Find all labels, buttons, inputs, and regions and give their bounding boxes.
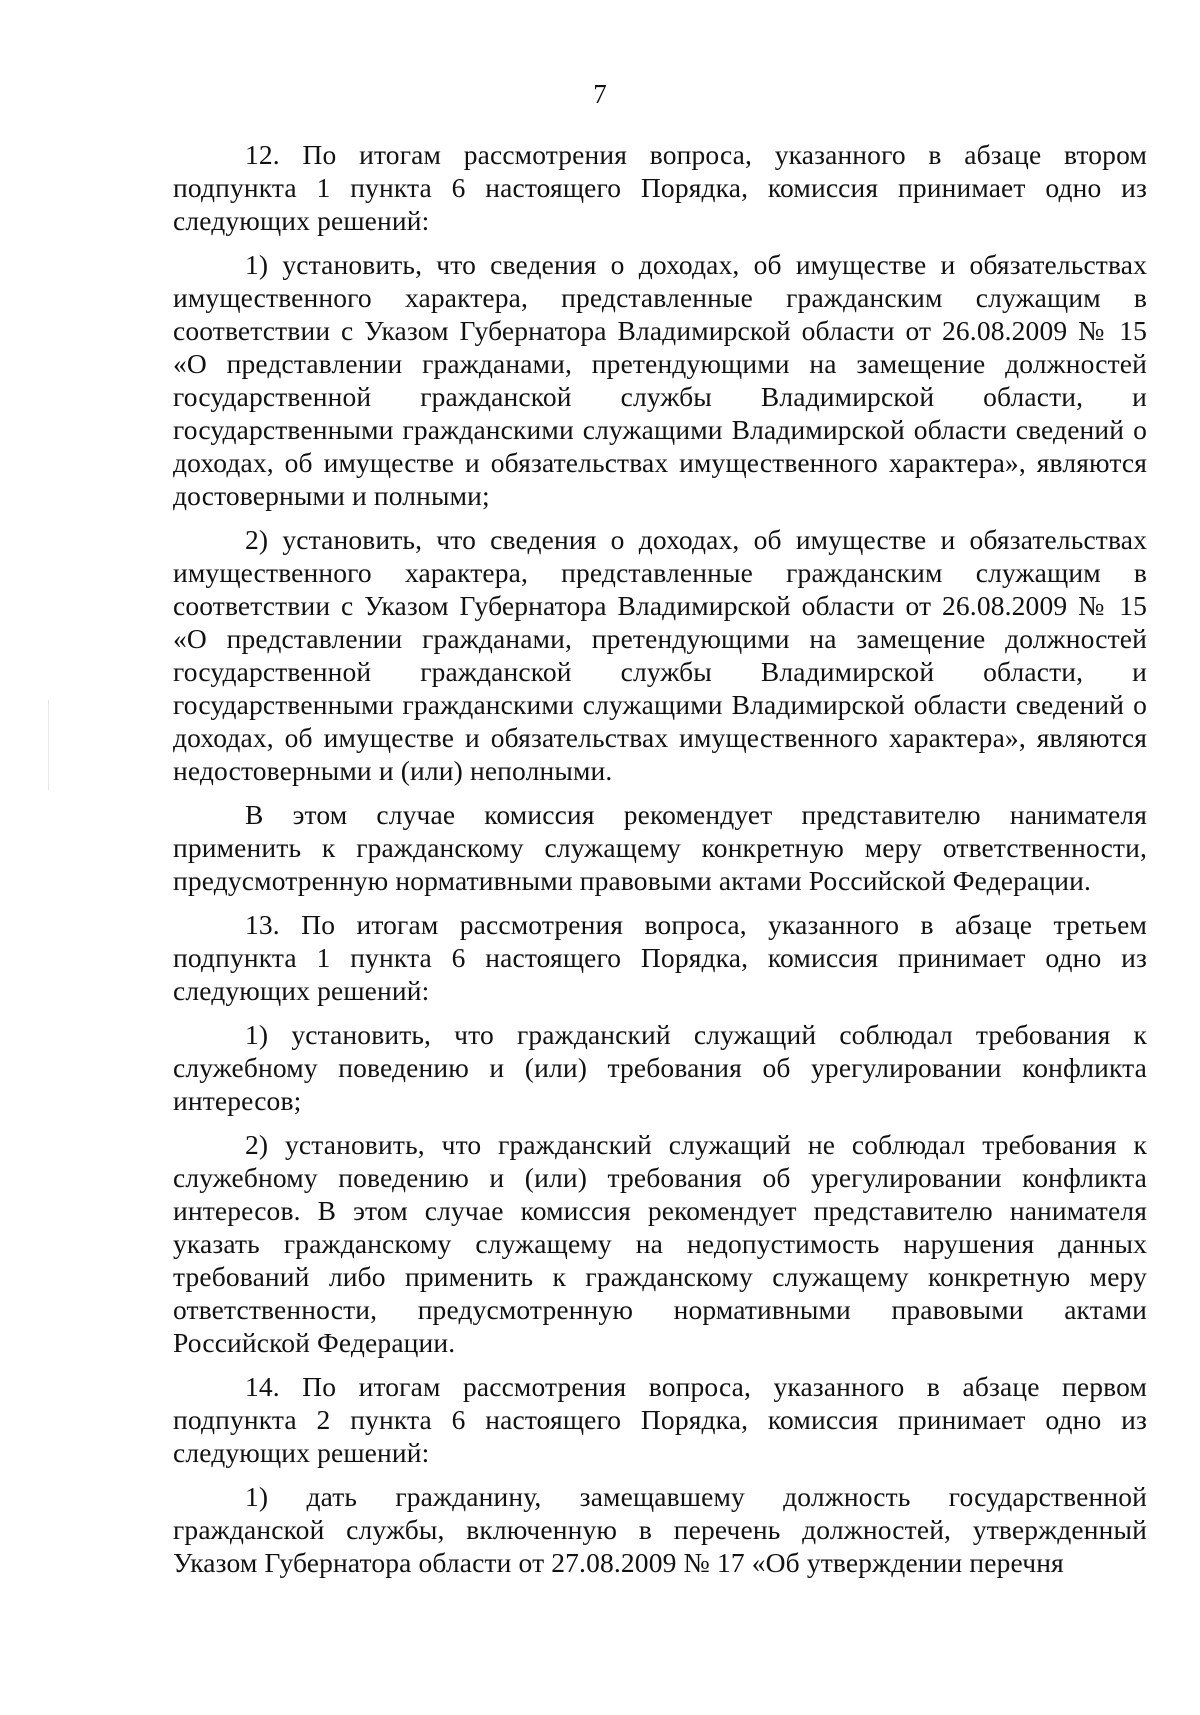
paragraph-14: 14. По итогам рассмотрения вопроса, указанного в абзаце первом подпункта 2 пункта 6 настоящего Порядка, комиссия принимает одно из следующих решений: [173, 1371, 1147, 1468]
paragraph-12-item-1: 1) установить, что сведения о доходах, об имуществе и обязательствах имущественного характера, представленные гражданским служащим в соответствии с Указом Губернатора Владимирской области от 26.08.2009 № 15 «О представлении гражданами, претендующими на замещение должностей государственной гражданской службы Владимирской области, и государственными гражданскими служащими Владимирской области сведений о доходах, об имуществе и обязательствах имущественного характера», являются достоверными и полными; [173, 249, 1147, 511]
paragraph-13: 13. По итогам рассмотрения вопроса, указанного в абзаце третьем подпункта 1 пункта 6 настоящего Порядка, комиссия принимает одно из следующих решений: [173, 909, 1147, 1006]
paragraph-13-item-2: 2) установить, что гражданский служащий не соблюдал требования к служебному поведению и (или) требования об урегулировании конфликта интересов. В этом случае комиссия рекомендует представителю нанимателя указать гражданскому служащему на недопустимость нарушения данных требований либо применить к гражданскому служащему конкретную меру ответственности, предусмотренную нормативными правовыми актами Российской Федерации. [173, 1129, 1147, 1358]
paragraph-12-item-2: 2) установить, что сведения о доходах, об имуществе и обязательствах имущественного характера, представленные гражданским служащим в соответствии с Указом Губернатора Владимирской области от 26.08.2009 № 15 «О представлении гражданами, претендующими на замещение должностей государственной гражданской службы Владимирской области, и государственными гражданскими служащими Владимирской области сведений о доходах, об имуществе и обязательствах имущественного характера», являются недостоверными и (или) неполными. [173, 524, 1147, 786]
paragraph-12-note: В этом случае комиссия рекомендует представителю нанимателя применить к гражданскому служащему конкретную меру ответственности, предусмотренную нормативными правовыми актами Российской Федерации. [173, 799, 1147, 896]
scan-margin-mark [48, 700, 49, 790]
paragraph-13-item-1: 1) установить, что гражданский служащий соблюдал требования к служебному поведению и (или) требования об урегулировании конфликта интересов; [173, 1019, 1147, 1116]
page-number: 7 [593, 79, 607, 109]
paragraph-12: 12. По итогам рассмотрения вопроса, указанного в абзаце втором подпункта 1 пункта 6 настоящего Порядка, комиссия принимает одно из следующих решений: [173, 139, 1147, 236]
paragraph-14-item-1: 1) дать гражданину, замещавшему должность государственной гражданской службы, включенную в перечень должностей, утвержденный Указом Губернатора области от 27.08.2009 № 17 «Об утверждении перечня [173, 1481, 1147, 1578]
document-body [173, 138, 1147, 1590]
